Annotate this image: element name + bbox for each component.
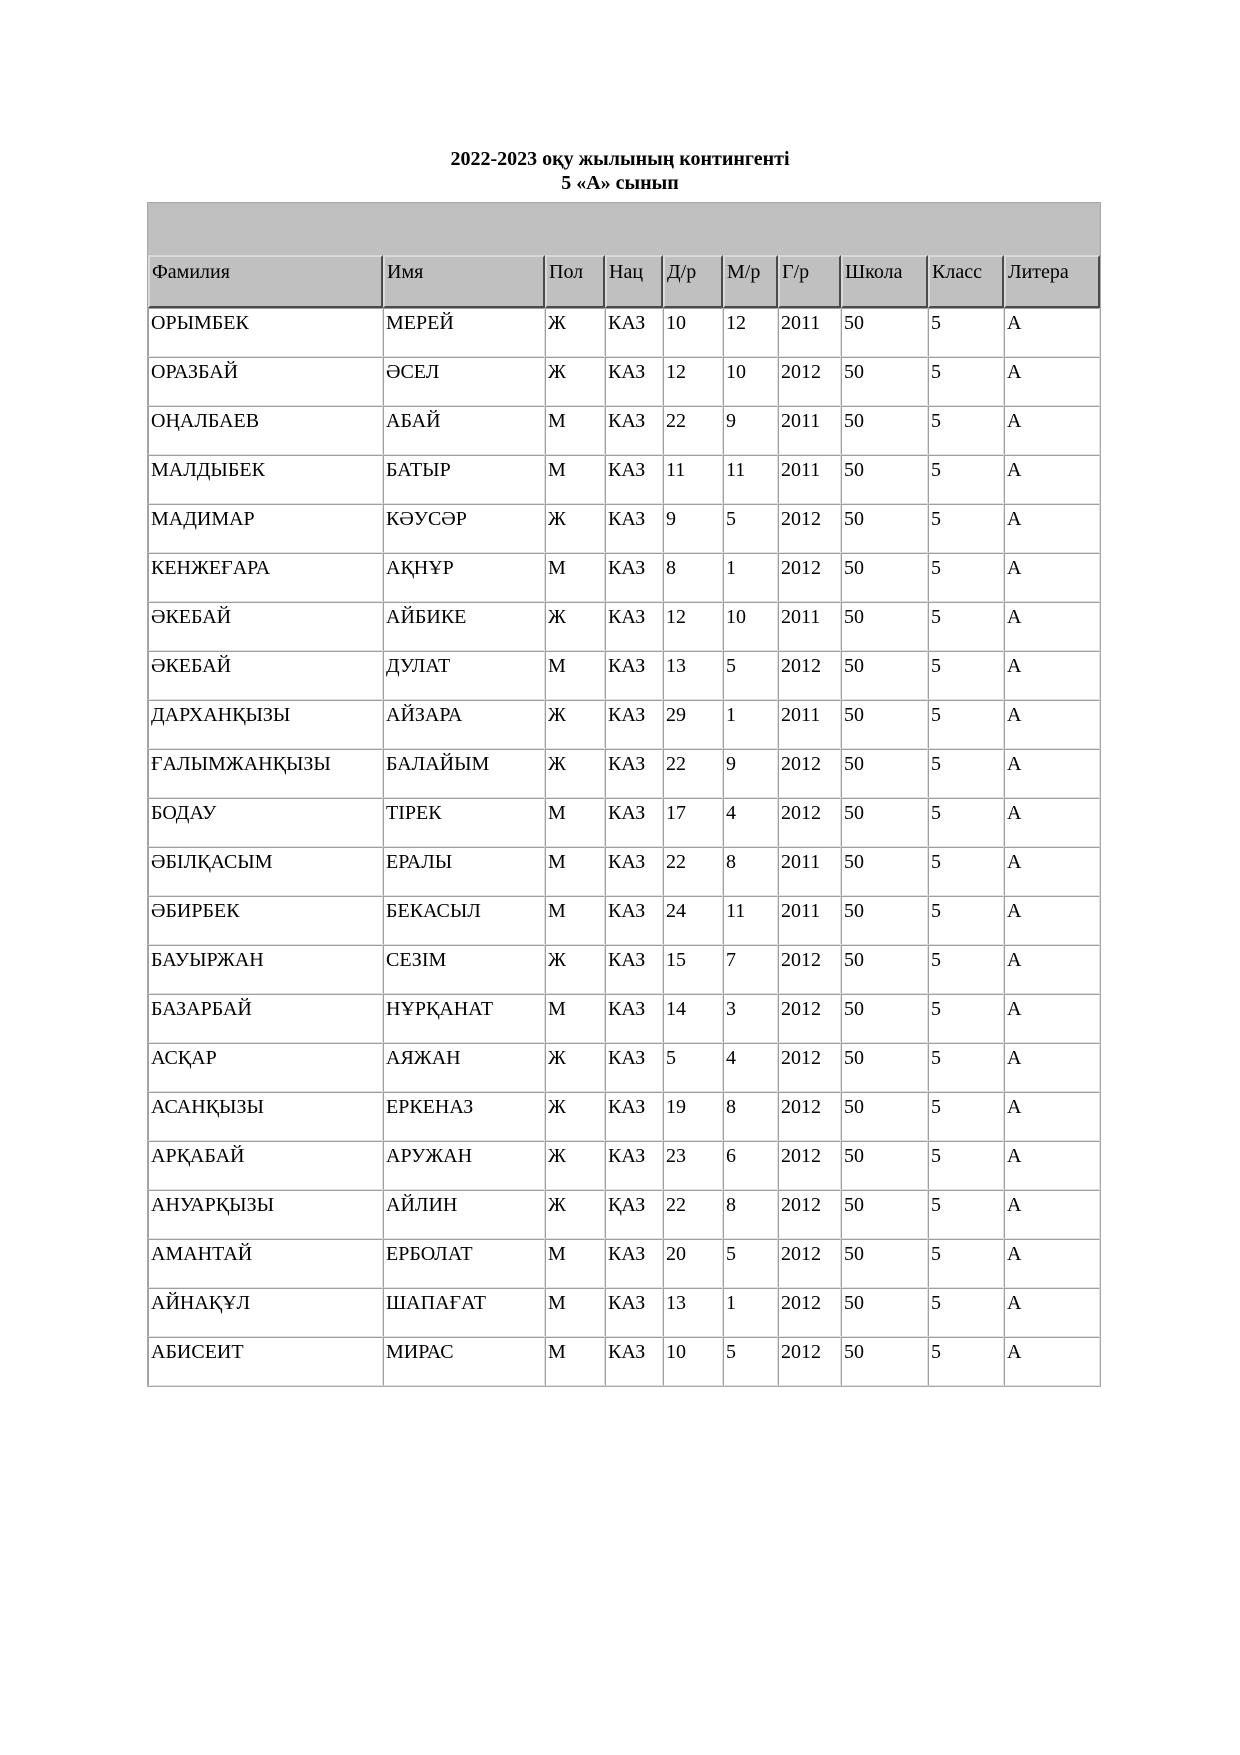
cell-nationality: КАЗ bbox=[605, 308, 663, 357]
cell-letter: А bbox=[1004, 1239, 1100, 1288]
table-row bbox=[148, 994, 1100, 1043]
cell-surname: ҒАЛЫМЖАНҚЫЗЫ bbox=[148, 749, 383, 798]
cell-school: 50 bbox=[841, 798, 928, 847]
table-row bbox=[148, 357, 1100, 406]
cell-school: 50 bbox=[841, 553, 928, 602]
cell-sex: М bbox=[545, 847, 605, 896]
cell-birth-day: 24 bbox=[663, 896, 723, 945]
cell-letter: А bbox=[1004, 945, 1100, 994]
cell-birth-day: 12 bbox=[663, 357, 723, 406]
cell-name: МЕРЕЙ bbox=[383, 308, 545, 357]
cell-birth-month: 11 bbox=[723, 896, 778, 945]
cell-sex: Ж bbox=[545, 602, 605, 651]
column-header-school: Школа bbox=[841, 255, 928, 308]
roster-table bbox=[147, 202, 1101, 1387]
cell-name: ӘСЕЛ bbox=[383, 357, 545, 406]
cell-surname: БАЗАРБАЙ bbox=[148, 994, 383, 1043]
cell-letter: А bbox=[1004, 1092, 1100, 1141]
cell-letter: А bbox=[1004, 1288, 1100, 1337]
cell-birth-day: 20 bbox=[663, 1239, 723, 1288]
cell-class: 5 bbox=[928, 1288, 1004, 1337]
cell-birth-year: 2012 bbox=[778, 651, 841, 700]
table-row bbox=[148, 847, 1100, 896]
cell-class: 5 bbox=[928, 994, 1004, 1043]
cell-birth-month: 3 bbox=[723, 994, 778, 1043]
cell-birth-day: 22 bbox=[663, 749, 723, 798]
cell-school: 50 bbox=[841, 1337, 928, 1386]
table-caption-cell bbox=[148, 203, 1100, 255]
cell-birth-month: 4 bbox=[723, 1043, 778, 1092]
column-header-nationality: Нац bbox=[605, 255, 663, 308]
cell-birth-year: 2012 bbox=[778, 1239, 841, 1288]
cell-letter: А bbox=[1004, 1190, 1100, 1239]
cell-name: АРУЖАН bbox=[383, 1141, 545, 1190]
cell-class: 5 bbox=[928, 896, 1004, 945]
cell-nationality: КАЗ bbox=[605, 847, 663, 896]
cell-surname: ОРАЗБАЙ bbox=[148, 357, 383, 406]
cell-birth-month: 1 bbox=[723, 553, 778, 602]
cell-nationality: КАЗ bbox=[605, 1141, 663, 1190]
column-header-letter: Литера bbox=[1004, 255, 1100, 308]
cell-school: 50 bbox=[841, 602, 928, 651]
cell-nationality: КАЗ bbox=[605, 602, 663, 651]
cell-birth-day: 14 bbox=[663, 994, 723, 1043]
cell-surname: АСАНҚЫЗЫ bbox=[148, 1092, 383, 1141]
cell-class: 5 bbox=[928, 504, 1004, 553]
cell-nationality: КАЗ bbox=[605, 1239, 663, 1288]
cell-class: 5 bbox=[928, 455, 1004, 504]
cell-birth-year: 2012 bbox=[778, 504, 841, 553]
cell-birth-day: 13 bbox=[663, 1288, 723, 1337]
cell-class: 5 bbox=[928, 700, 1004, 749]
cell-class: 5 bbox=[928, 1043, 1004, 1092]
cell-birth-year: 2012 bbox=[778, 798, 841, 847]
cell-name: БАЛАЙЫМ bbox=[383, 749, 545, 798]
cell-nationality: КАЗ bbox=[605, 749, 663, 798]
cell-birth-year: 2012 bbox=[778, 1288, 841, 1337]
cell-birth-year: 2012 bbox=[778, 749, 841, 798]
cell-nationality: КАЗ bbox=[605, 1288, 663, 1337]
table-row bbox=[148, 896, 1100, 945]
cell-birth-day: 5 bbox=[663, 1043, 723, 1092]
cell-class: 5 bbox=[928, 945, 1004, 994]
table-row bbox=[148, 1288, 1100, 1337]
cell-nationality: КАЗ bbox=[605, 945, 663, 994]
cell-birth-month: 9 bbox=[723, 749, 778, 798]
table-row bbox=[148, 651, 1100, 700]
cell-birth-month: 6 bbox=[723, 1141, 778, 1190]
cell-class: 5 bbox=[928, 553, 1004, 602]
cell-class: 5 bbox=[928, 1239, 1004, 1288]
table-row bbox=[148, 455, 1100, 504]
cell-name: ЕРКЕНАЗ bbox=[383, 1092, 545, 1141]
cell-class: 5 bbox=[928, 798, 1004, 847]
cell-birth-month: 5 bbox=[723, 504, 778, 553]
cell-birth-year: 2012 bbox=[778, 553, 841, 602]
table-row bbox=[148, 749, 1100, 798]
cell-school: 50 bbox=[841, 651, 928, 700]
cell-name: АЙБИКЕ bbox=[383, 602, 545, 651]
cell-surname: АСҚАР bbox=[148, 1043, 383, 1092]
cell-school: 50 bbox=[841, 1092, 928, 1141]
cell-sex: М bbox=[545, 1239, 605, 1288]
cell-nationality: КАЗ bbox=[605, 455, 663, 504]
cell-sex: Ж bbox=[545, 1092, 605, 1141]
cell-surname: АМАНТАЙ bbox=[148, 1239, 383, 1288]
cell-letter: А bbox=[1004, 994, 1100, 1043]
roster-table-container bbox=[147, 202, 1099, 1387]
table-row bbox=[148, 798, 1100, 847]
column-header-sex: Пол bbox=[545, 255, 605, 308]
cell-name: СЕЗІМ bbox=[383, 945, 545, 994]
cell-school: 50 bbox=[841, 945, 928, 994]
cell-surname: АЙНАҚҰЛ bbox=[148, 1288, 383, 1337]
cell-sex: М bbox=[545, 1288, 605, 1337]
cell-birth-day: 10 bbox=[663, 308, 723, 357]
cell-surname: МАЛДЫБЕК bbox=[148, 455, 383, 504]
cell-birth-month: 5 bbox=[723, 651, 778, 700]
cell-school: 50 bbox=[841, 1141, 928, 1190]
cell-letter: А bbox=[1004, 700, 1100, 749]
cell-nationality: ҚАЗ bbox=[605, 1190, 663, 1239]
cell-sex: Ж bbox=[545, 1190, 605, 1239]
cell-school: 50 bbox=[841, 994, 928, 1043]
cell-surname: АНУАРҚЫЗЫ bbox=[148, 1190, 383, 1239]
cell-nationality: КАЗ bbox=[605, 700, 663, 749]
cell-name: ЕРБОЛАТ bbox=[383, 1239, 545, 1288]
cell-sex: М bbox=[545, 651, 605, 700]
cell-surname: ОРЫМБЕК bbox=[148, 308, 383, 357]
cell-birth-day: 9 bbox=[663, 504, 723, 553]
title-line-2: 5 «А» сынып bbox=[561, 172, 679, 194]
cell-letter: А bbox=[1004, 504, 1100, 553]
cell-birth-year: 2011 bbox=[778, 700, 841, 749]
cell-school: 50 bbox=[841, 308, 928, 357]
cell-sex: М bbox=[545, 1337, 605, 1386]
cell-sex: Ж bbox=[545, 504, 605, 553]
table-row bbox=[148, 700, 1100, 749]
document-title bbox=[0, 147, 1240, 195]
cell-school: 50 bbox=[841, 896, 928, 945]
column-header-name: Имя bbox=[383, 255, 545, 308]
cell-birth-day: 8 bbox=[663, 553, 723, 602]
column-header-class: Класс bbox=[928, 255, 1004, 308]
table-row bbox=[148, 602, 1100, 651]
cell-birth-year: 2012 bbox=[778, 1141, 841, 1190]
cell-school: 50 bbox=[841, 1043, 928, 1092]
cell-school: 50 bbox=[841, 749, 928, 798]
cell-letter: А bbox=[1004, 847, 1100, 896]
table-row bbox=[148, 1239, 1100, 1288]
cell-birth-year: 2011 bbox=[778, 847, 841, 896]
cell-letter: А bbox=[1004, 896, 1100, 945]
cell-letter: А bbox=[1004, 308, 1100, 357]
cell-sex: Ж bbox=[545, 945, 605, 994]
cell-name: КӘУСӘР bbox=[383, 504, 545, 553]
cell-birth-month: 12 bbox=[723, 308, 778, 357]
cell-school: 50 bbox=[841, 406, 928, 455]
cell-school: 50 bbox=[841, 357, 928, 406]
cell-nationality: КАЗ bbox=[605, 1092, 663, 1141]
table-row bbox=[148, 1190, 1100, 1239]
cell-class: 5 bbox=[928, 1141, 1004, 1190]
cell-birth-month: 1 bbox=[723, 700, 778, 749]
table-row bbox=[148, 945, 1100, 994]
cell-nationality: КАЗ bbox=[605, 553, 663, 602]
cell-birth-day: 17 bbox=[663, 798, 723, 847]
cell-birth-month: 9 bbox=[723, 406, 778, 455]
cell-surname: ӘКЕБАЙ bbox=[148, 602, 383, 651]
cell-birth-day: 13 bbox=[663, 651, 723, 700]
cell-school: 50 bbox=[841, 847, 928, 896]
cell-letter: А bbox=[1004, 1043, 1100, 1092]
cell-class: 5 bbox=[928, 749, 1004, 798]
cell-sex: М bbox=[545, 406, 605, 455]
cell-birth-day: 22 bbox=[663, 847, 723, 896]
cell-birth-year: 2012 bbox=[778, 1190, 841, 1239]
table-row bbox=[148, 1337, 1100, 1386]
cell-birth-month: 8 bbox=[723, 1092, 778, 1141]
cell-birth-month: 7 bbox=[723, 945, 778, 994]
table-row bbox=[148, 1092, 1100, 1141]
cell-sex: М bbox=[545, 455, 605, 504]
cell-letter: А bbox=[1004, 1337, 1100, 1386]
cell-school: 50 bbox=[841, 1239, 928, 1288]
cell-letter: А bbox=[1004, 553, 1100, 602]
cell-surname: АБИСЕИТ bbox=[148, 1337, 383, 1386]
cell-nationality: КАЗ bbox=[605, 1043, 663, 1092]
cell-birth-year: 2012 bbox=[778, 357, 841, 406]
cell-name: БАТЫР bbox=[383, 455, 545, 504]
cell-birth-year: 2012 bbox=[778, 945, 841, 994]
cell-letter: А bbox=[1004, 1141, 1100, 1190]
table-row bbox=[148, 406, 1100, 455]
cell-name: ТІРЕК bbox=[383, 798, 545, 847]
cell-class: 5 bbox=[928, 357, 1004, 406]
cell-nationality: КАЗ bbox=[605, 651, 663, 700]
table-row bbox=[148, 504, 1100, 553]
cell-sex: Ж bbox=[545, 1141, 605, 1190]
cell-name: БЕКАСЫЛ bbox=[383, 896, 545, 945]
cell-birth-month: 4 bbox=[723, 798, 778, 847]
cell-sex: Ж bbox=[545, 1043, 605, 1092]
cell-surname: АРҚАБАЙ bbox=[148, 1141, 383, 1190]
cell-letter: А bbox=[1004, 455, 1100, 504]
cell-birth-day: 23 bbox=[663, 1141, 723, 1190]
cell-surname: БОДАУ bbox=[148, 798, 383, 847]
cell-name: АЙЛИН bbox=[383, 1190, 545, 1239]
cell-class: 5 bbox=[928, 308, 1004, 357]
cell-name: НҰРҚАНАТ bbox=[383, 994, 545, 1043]
cell-class: 5 bbox=[928, 602, 1004, 651]
cell-surname: БАУЫРЖАН bbox=[148, 945, 383, 994]
cell-nationality: КАЗ bbox=[605, 1337, 663, 1386]
cell-school: 50 bbox=[841, 504, 928, 553]
cell-birth-year: 2011 bbox=[778, 406, 841, 455]
cell-nationality: КАЗ bbox=[605, 504, 663, 553]
table-row bbox=[148, 1141, 1100, 1190]
cell-school: 50 bbox=[841, 1288, 928, 1337]
cell-nationality: КАЗ bbox=[605, 798, 663, 847]
cell-name: ДУЛАТ bbox=[383, 651, 545, 700]
cell-nationality: КАЗ bbox=[605, 994, 663, 1043]
table-row bbox=[148, 553, 1100, 602]
cell-surname: ӘБИРБЕК bbox=[148, 896, 383, 945]
cell-letter: А bbox=[1004, 798, 1100, 847]
column-header-surname: Фамилия bbox=[148, 255, 383, 308]
cell-nationality: КАЗ bbox=[605, 896, 663, 945]
cell-birth-day: 10 bbox=[663, 1337, 723, 1386]
table-row bbox=[148, 1043, 1100, 1092]
cell-birth-year: 2012 bbox=[778, 994, 841, 1043]
title-line-1: 2022-2023 оқу жылының контингенті bbox=[450, 148, 790, 170]
cell-surname: ДАРХАНҚЫЗЫ bbox=[148, 700, 383, 749]
table-caption-row bbox=[148, 203, 1100, 255]
cell-name: ШАПАҒАТ bbox=[383, 1288, 545, 1337]
cell-birth-year: 2011 bbox=[778, 308, 841, 357]
cell-sex: Ж bbox=[545, 357, 605, 406]
cell-nationality: КАЗ bbox=[605, 357, 663, 406]
cell-name: АҚНҰР bbox=[383, 553, 545, 602]
cell-sex: Ж bbox=[545, 700, 605, 749]
column-header-birth-year: Г/р bbox=[778, 255, 841, 308]
cell-name: ЕРАЛЫ bbox=[383, 847, 545, 896]
cell-class: 5 bbox=[928, 1337, 1004, 1386]
cell-name: МИРАС bbox=[383, 1337, 545, 1386]
cell-surname: МАДИМАР bbox=[148, 504, 383, 553]
cell-class: 5 bbox=[928, 1190, 1004, 1239]
cell-birth-day: 22 bbox=[663, 1190, 723, 1239]
cell-birth-year: 2012 bbox=[778, 1043, 841, 1092]
cell-birth-day: 12 bbox=[663, 602, 723, 651]
cell-sex: Ж bbox=[545, 308, 605, 357]
cell-birth-month: 8 bbox=[723, 847, 778, 896]
cell-birth-month: 10 bbox=[723, 357, 778, 406]
cell-birth-month: 5 bbox=[723, 1239, 778, 1288]
cell-letter: А bbox=[1004, 357, 1100, 406]
cell-sex: М bbox=[545, 553, 605, 602]
cell-class: 5 bbox=[928, 847, 1004, 896]
cell-letter: А bbox=[1004, 602, 1100, 651]
cell-sex: Ж bbox=[545, 749, 605, 798]
cell-birth-day: 19 bbox=[663, 1092, 723, 1141]
cell-birth-day: 22 bbox=[663, 406, 723, 455]
cell-sex: М bbox=[545, 896, 605, 945]
cell-sex: М bbox=[545, 994, 605, 1043]
cell-birth-year: 2011 bbox=[778, 602, 841, 651]
cell-birth-day: 15 bbox=[663, 945, 723, 994]
cell-birth-month: 10 bbox=[723, 602, 778, 651]
cell-class: 5 bbox=[928, 651, 1004, 700]
cell-letter: А bbox=[1004, 406, 1100, 455]
cell-name: АБАЙ bbox=[383, 406, 545, 455]
cell-birth-year: 2012 bbox=[778, 1092, 841, 1141]
cell-school: 50 bbox=[841, 455, 928, 504]
table-row bbox=[148, 308, 1100, 357]
cell-nationality: КАЗ bbox=[605, 406, 663, 455]
cell-surname: ӘБІЛҚАСЫМ bbox=[148, 847, 383, 896]
cell-birth-year: 2011 bbox=[778, 896, 841, 945]
cell-birth-year: 2011 bbox=[778, 455, 841, 504]
cell-class: 5 bbox=[928, 1092, 1004, 1141]
cell-sex: М bbox=[545, 798, 605, 847]
cell-school: 50 bbox=[841, 1190, 928, 1239]
cell-letter: А bbox=[1004, 749, 1100, 798]
cell-birth-month: 5 bbox=[723, 1337, 778, 1386]
table-header-row bbox=[148, 255, 1100, 308]
cell-name: АЙЗАРА bbox=[383, 700, 545, 749]
cell-birth-day: 11 bbox=[663, 455, 723, 504]
column-header-birth-month: М/р bbox=[723, 255, 778, 308]
cell-letter: А bbox=[1004, 651, 1100, 700]
cell-surname: КЕНЖЕҒАРА bbox=[148, 553, 383, 602]
cell-surname: ӘКЕБАЙ bbox=[148, 651, 383, 700]
cell-birth-month: 1 bbox=[723, 1288, 778, 1337]
column-header-birth-day: Д/р bbox=[663, 255, 723, 308]
cell-class: 5 bbox=[928, 406, 1004, 455]
cell-birth-month: 11 bbox=[723, 455, 778, 504]
cell-birth-day: 29 bbox=[663, 700, 723, 749]
cell-school: 50 bbox=[841, 700, 928, 749]
cell-birth-year: 2012 bbox=[778, 1337, 841, 1386]
cell-birth-month: 8 bbox=[723, 1190, 778, 1239]
cell-name: АЯЖАН bbox=[383, 1043, 545, 1092]
cell-surname: ОҢАЛБАЕВ bbox=[148, 406, 383, 455]
